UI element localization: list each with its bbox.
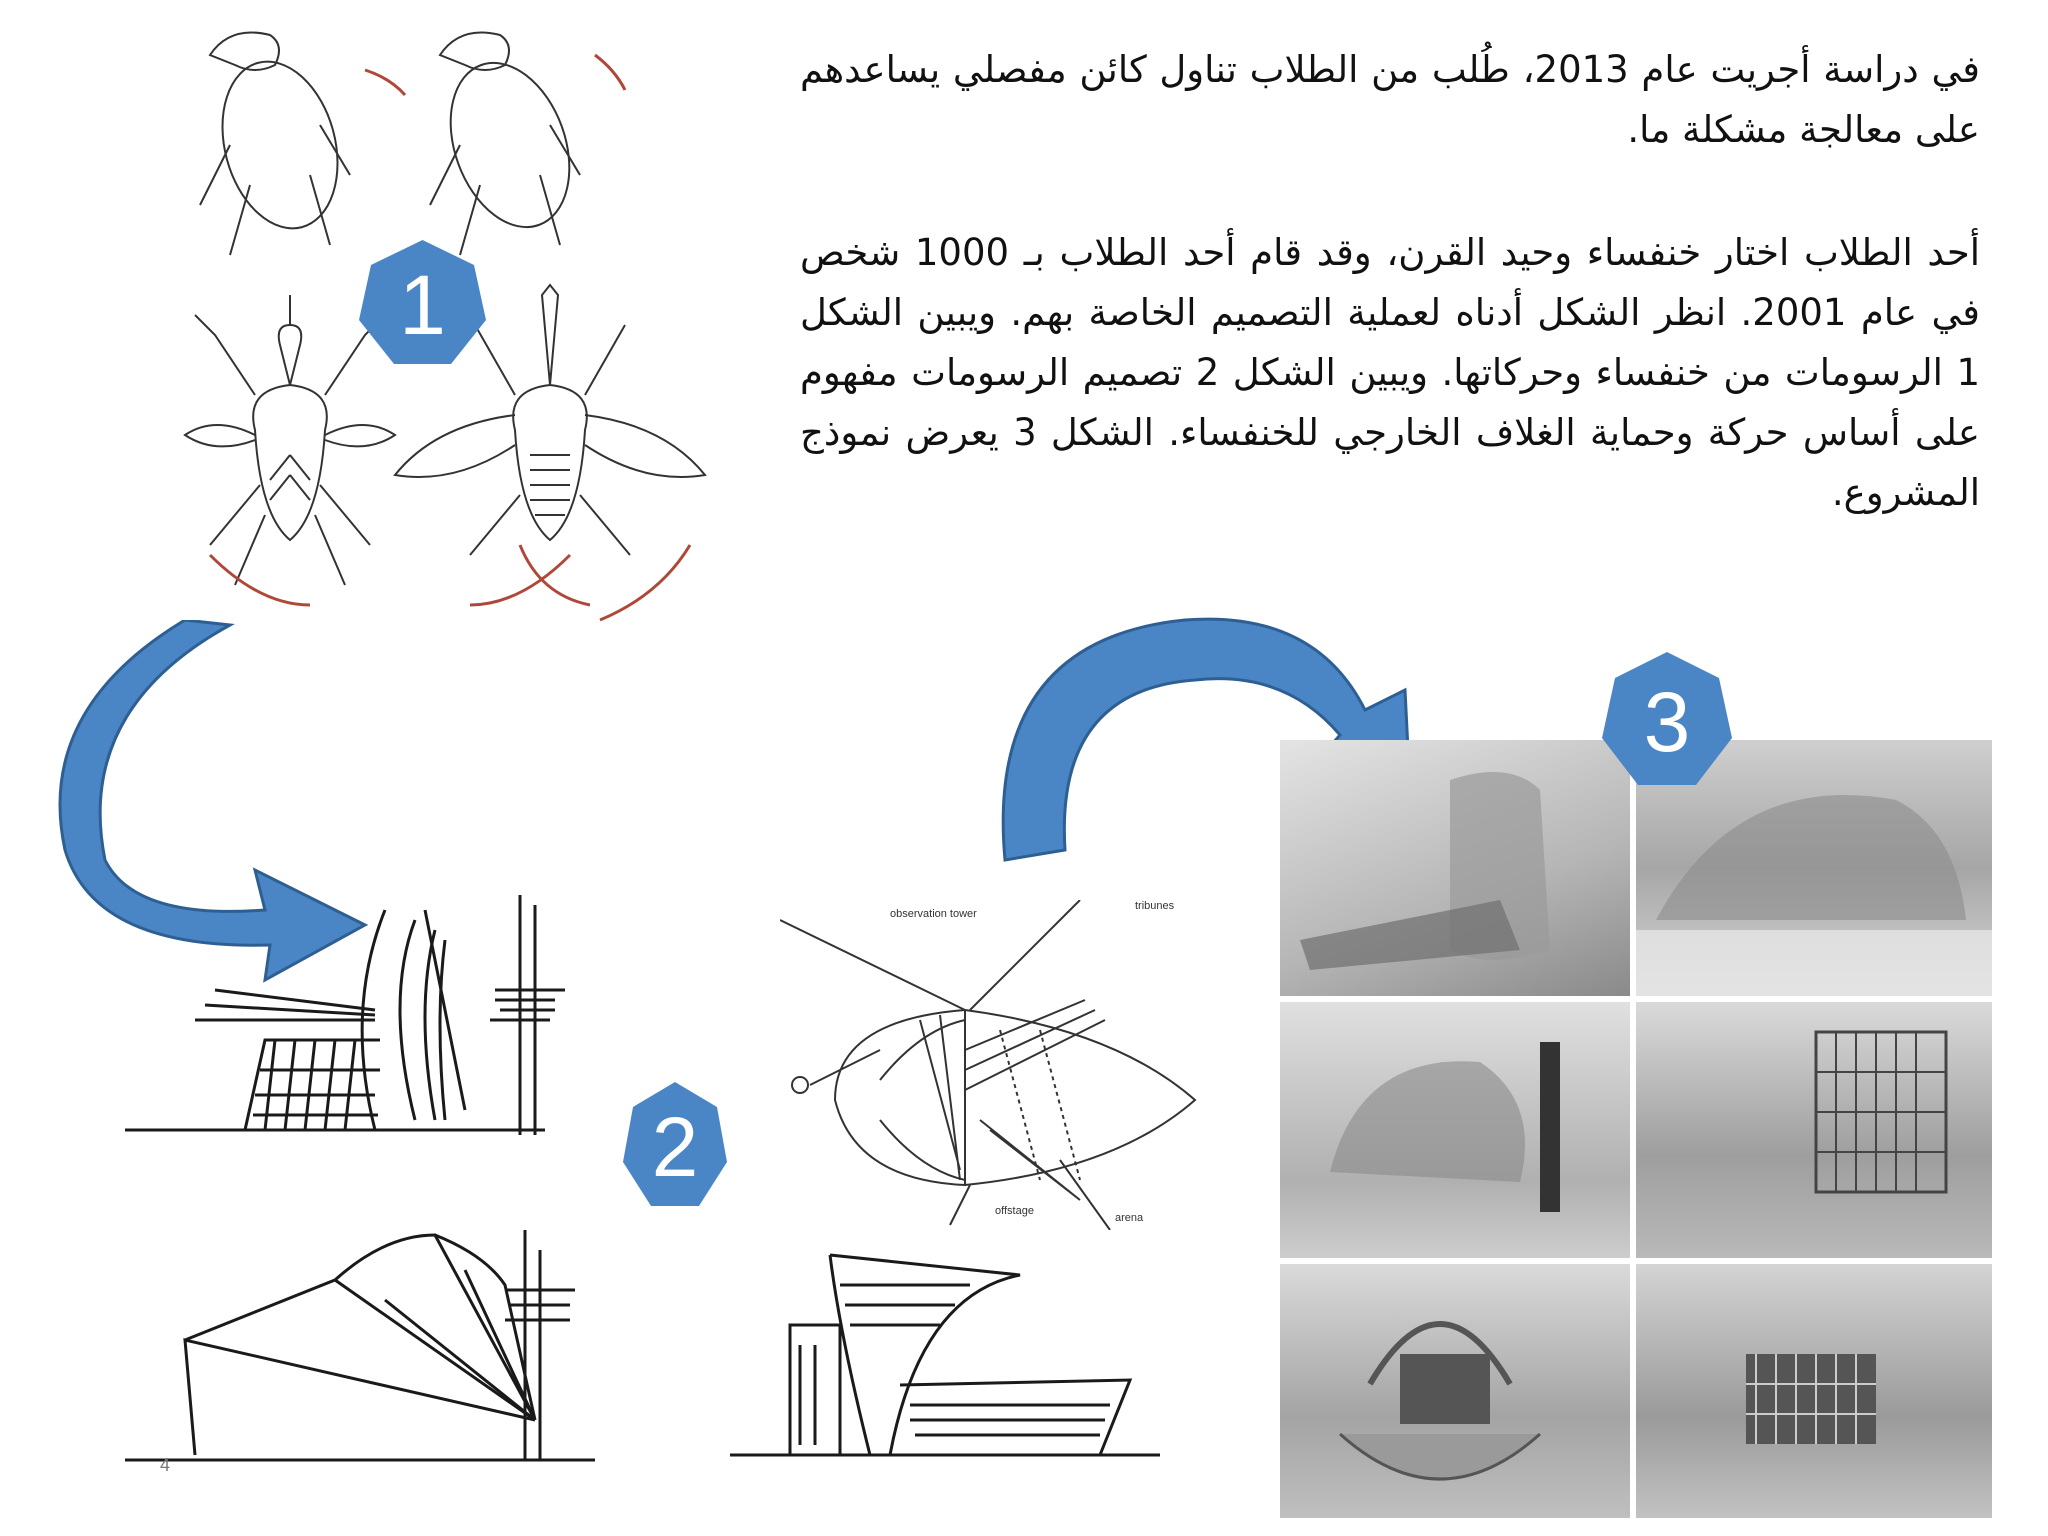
intro-paragraph: في دراسة أجريت عام 2013، طُلب من الطلاب تناول كائن مفصلي يساعدهم على معالجة مشكلة ما. — [800, 48, 1980, 151]
model-photos-grid — [1280, 740, 1992, 1518]
arena-plan-diagram — [780, 900, 1210, 1230]
label-arena: arena — [1115, 1212, 1144, 1224]
figure-badge-2 — [620, 1080, 730, 1215]
model-photo-6 — [1636, 1264, 1992, 1518]
figure-badge-1 — [355, 238, 490, 373]
badge-number: 2 — [651, 1100, 699, 1194]
label-tribunes: tribunes — [1135, 900, 1175, 912]
building-sketch-tower — [730, 1245, 1170, 1475]
label-observation-tower: observation tower — [890, 908, 977, 920]
building-sketch-fan — [125, 1230, 605, 1470]
badge-number: 1 — [399, 258, 446, 352]
model-photo-5 — [1280, 1264, 1630, 1518]
slide-number: 4 — [160, 1455, 171, 1475]
label-offstage: offstage — [995, 1205, 1034, 1217]
badge-number: 3 — [1643, 675, 1691, 769]
building-sketch-shell — [125, 890, 565, 1160]
model-photo-1 — [1280, 740, 1630, 996]
description-paragraph: أحد الطلاب اختار خنفساء وحيد القرن، وقد قام أحد الطلاب بـ 1000 شخص في عام 2001. انظر الشكل أدناه لعملية التصميم الخاصة بهم. ويبين الشكل 1 الرسومات من خنفساء وحركاتها. ويبين الشكل 2 تصميم الرسومات مفهوم على أساس حركة وحماية الغلاف الخارجي للخنفساء. الشكل 3 يعرض نموذج المشروع. — [800, 231, 1981, 514]
model-photo-4 — [1636, 1002, 1992, 1258]
figure-badge-3 — [1598, 650, 1736, 795]
model-photo-3 — [1280, 1002, 1630, 1258]
